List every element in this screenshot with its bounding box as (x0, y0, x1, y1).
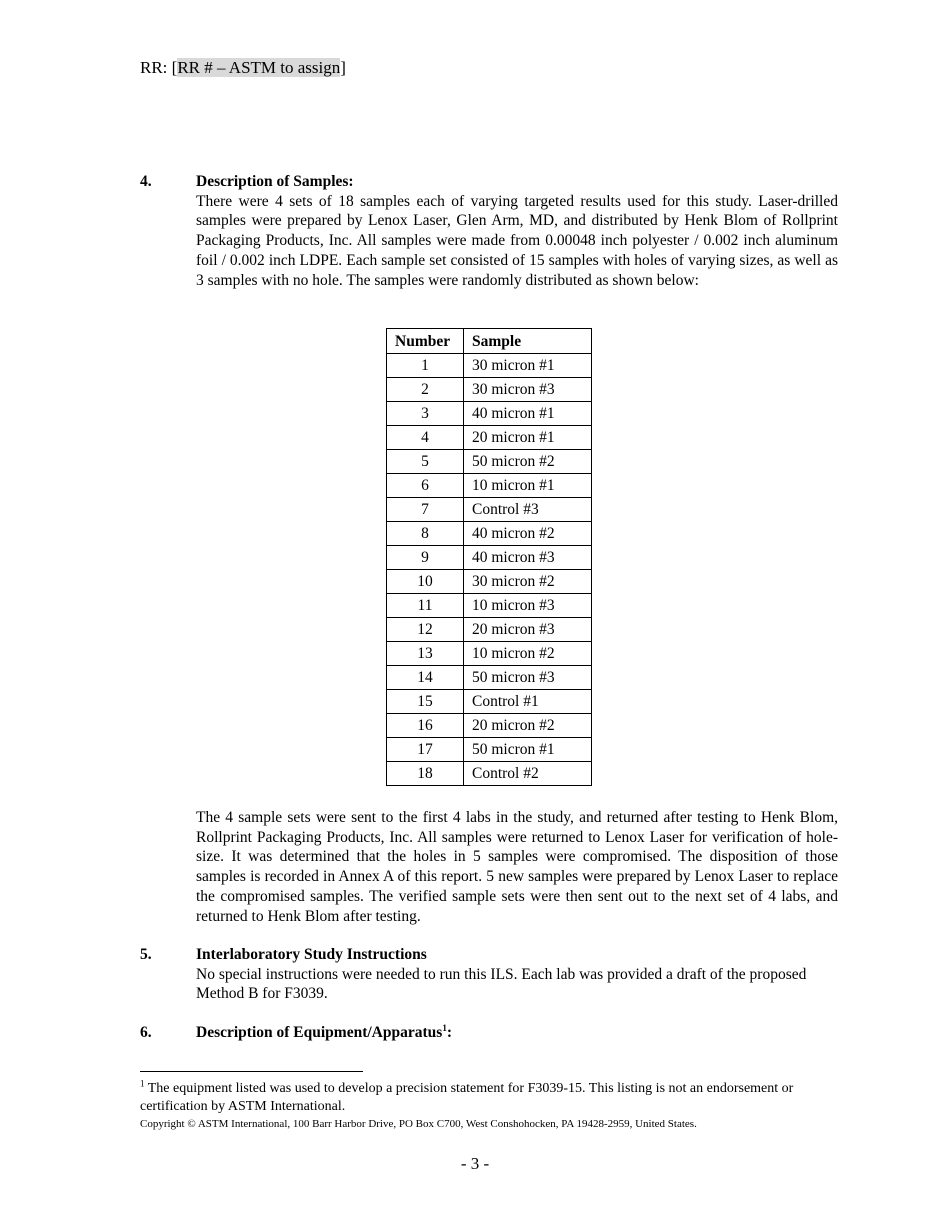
sample-name-cell: 50 micron #3 (464, 666, 592, 690)
section-5 (140, 945, 840, 1004)
sample-number-cell: 16 (387, 714, 464, 738)
sample-number-cell: 13 (387, 642, 464, 666)
table-row (387, 642, 592, 666)
header-suffix: ] (340, 58, 346, 77)
sample-name-cell: 40 micron #2 (464, 522, 592, 546)
table-header-sample: Sample (464, 329, 592, 354)
section-6-number: 6. (140, 1024, 152, 1041)
section-6 (140, 1023, 840, 1043)
table-row (387, 594, 592, 618)
sample-number-cell: 14 (387, 666, 464, 690)
table-row (387, 402, 592, 426)
table-row (387, 450, 592, 474)
sample-name-cell: 50 micron #2 (464, 450, 592, 474)
sample-name-cell: 10 micron #2 (464, 642, 592, 666)
sample-name-cell: 20 micron #1 (464, 426, 592, 450)
section-4-after-table: The 4 sample sets were sent to the first 4 labs in the study, and returned after testing to Henk Blom, Rollprint Packaging Products, Inc. All samples were returned to Lenox Laser for verification of hole-size. It was determined that the holes in 5 samples were compromised. The disposition of those samples is recorded in Annex A of this report. 5 new samples were prepared by Lenox Laser to replace the compromised samples. The verified sample sets were then sent out to the next set of 4 labs, and returned to Henk Blom after testing. (196, 809, 838, 925)
section-5-title: Interlaboratory Study Instructions (196, 946, 427, 963)
table-row (387, 474, 592, 498)
section-4 (140, 172, 840, 290)
sample-number-cell: 9 (387, 546, 464, 570)
table-row (387, 378, 592, 402)
sample-number-cell: 15 (387, 690, 464, 714)
copyright-notice: Copyright © ASTM International, 100 Barr Harbor Drive, PO Box C700, West Conshohocken, PA 19428-2959, United States. (140, 1118, 697, 1130)
page-number: - 3 - (460, 1154, 490, 1173)
sample-number-cell: 5 (387, 450, 464, 474)
table-row (387, 738, 592, 762)
table-row (387, 498, 592, 522)
table-header-row (387, 329, 592, 354)
sample-number-cell: 3 (387, 402, 464, 426)
table-row (387, 546, 592, 570)
sample-number-cell: 1 (387, 354, 464, 378)
table-row (387, 354, 592, 378)
header-prefix: RR: [ (140, 58, 178, 77)
sample-name-cell: 10 micron #3 (464, 594, 592, 618)
table-row (387, 690, 592, 714)
footnote-reference: 1 (442, 1022, 447, 1033)
sample-number-cell: 8 (387, 522, 464, 546)
table-header-number: Number (387, 329, 464, 354)
table-row (387, 666, 592, 690)
sample-number-cell: 18 (387, 762, 464, 786)
sample-name-cell: 20 micron #3 (464, 618, 592, 642)
section-4-title: Description of Samples: (196, 173, 354, 190)
sample-number-cell: 7 (387, 498, 464, 522)
section-6-title: Description of Equipment/Apparatus (196, 1024, 443, 1041)
table-row (387, 426, 592, 450)
section-5-number: 5. (140, 946, 152, 963)
sample-name-cell: 40 micron #3 (464, 546, 592, 570)
sample-name-cell: 30 micron #1 (464, 354, 592, 378)
sample-name-cell: Control #2 (464, 762, 592, 786)
sample-name-cell: Control #3 (464, 498, 592, 522)
sample-number-cell: 6 (387, 474, 464, 498)
footnote-divider (140, 1071, 363, 1072)
section-4-intro: There were 4 sets of 18 samples each of varying targeted results used for this study. Laser-drilled samples were prepared by Lenox Laser, Glen Arm, MD, and distributed by Henk Blom of Rollprint Packaging Products, Inc. All samples were made from 0.00048 inch polyester / 0.002 inch aluminum foil / 0.002 inch LDPE. Each sample set consisted of 15 samples with holes of varying sizes, as well as 3 samples with no hole. The samples were randomly distributed as shown below: (196, 192, 838, 289)
footnote-marker: 1 (140, 1078, 145, 1089)
section-4-continued (140, 808, 840, 926)
section-4-number: 4. (140, 173, 152, 190)
sample-name-cell: 30 micron #3 (464, 378, 592, 402)
section-5-body: No special instructions were needed to run this ILS. Each lab was provided a draft of the proposed Method B for F3039. (196, 965, 807, 1003)
table-row (387, 618, 592, 642)
section-6-colon: : (446, 1024, 452, 1041)
running-header (140, 57, 346, 79)
sample-number-cell: 10 (387, 570, 464, 594)
sample-name-cell: 10 micron #1 (464, 474, 592, 498)
sample-number-cell: 11 (387, 594, 464, 618)
table-body (387, 354, 592, 786)
sample-number-cell: 17 (387, 738, 464, 762)
sample-name-cell: 30 micron #2 (464, 570, 592, 594)
header-placeholder-highlight: RR # – ASTM to assign (177, 58, 341, 77)
sample-number-cell: 12 (387, 618, 464, 642)
table-row (387, 522, 592, 546)
footnote (140, 1080, 840, 1116)
sample-name-cell: Control #1 (464, 690, 592, 714)
sample-number-cell: 4 (387, 426, 464, 450)
table-row (387, 570, 592, 594)
sample-number-cell: 2 (387, 378, 464, 402)
table-row (387, 714, 592, 738)
sample-name-cell: 40 micron #1 (464, 402, 592, 426)
footnote-text: The equipment listed was used to develop a precision statement for F3039-15. This listing is not an endorsement or certification by ASTM International. (140, 1081, 794, 1114)
sample-name-cell: 50 micron #1 (464, 738, 592, 762)
sample-distribution-table (386, 328, 592, 786)
sample-name-cell: 20 micron #2 (464, 714, 592, 738)
table-row (387, 762, 592, 786)
